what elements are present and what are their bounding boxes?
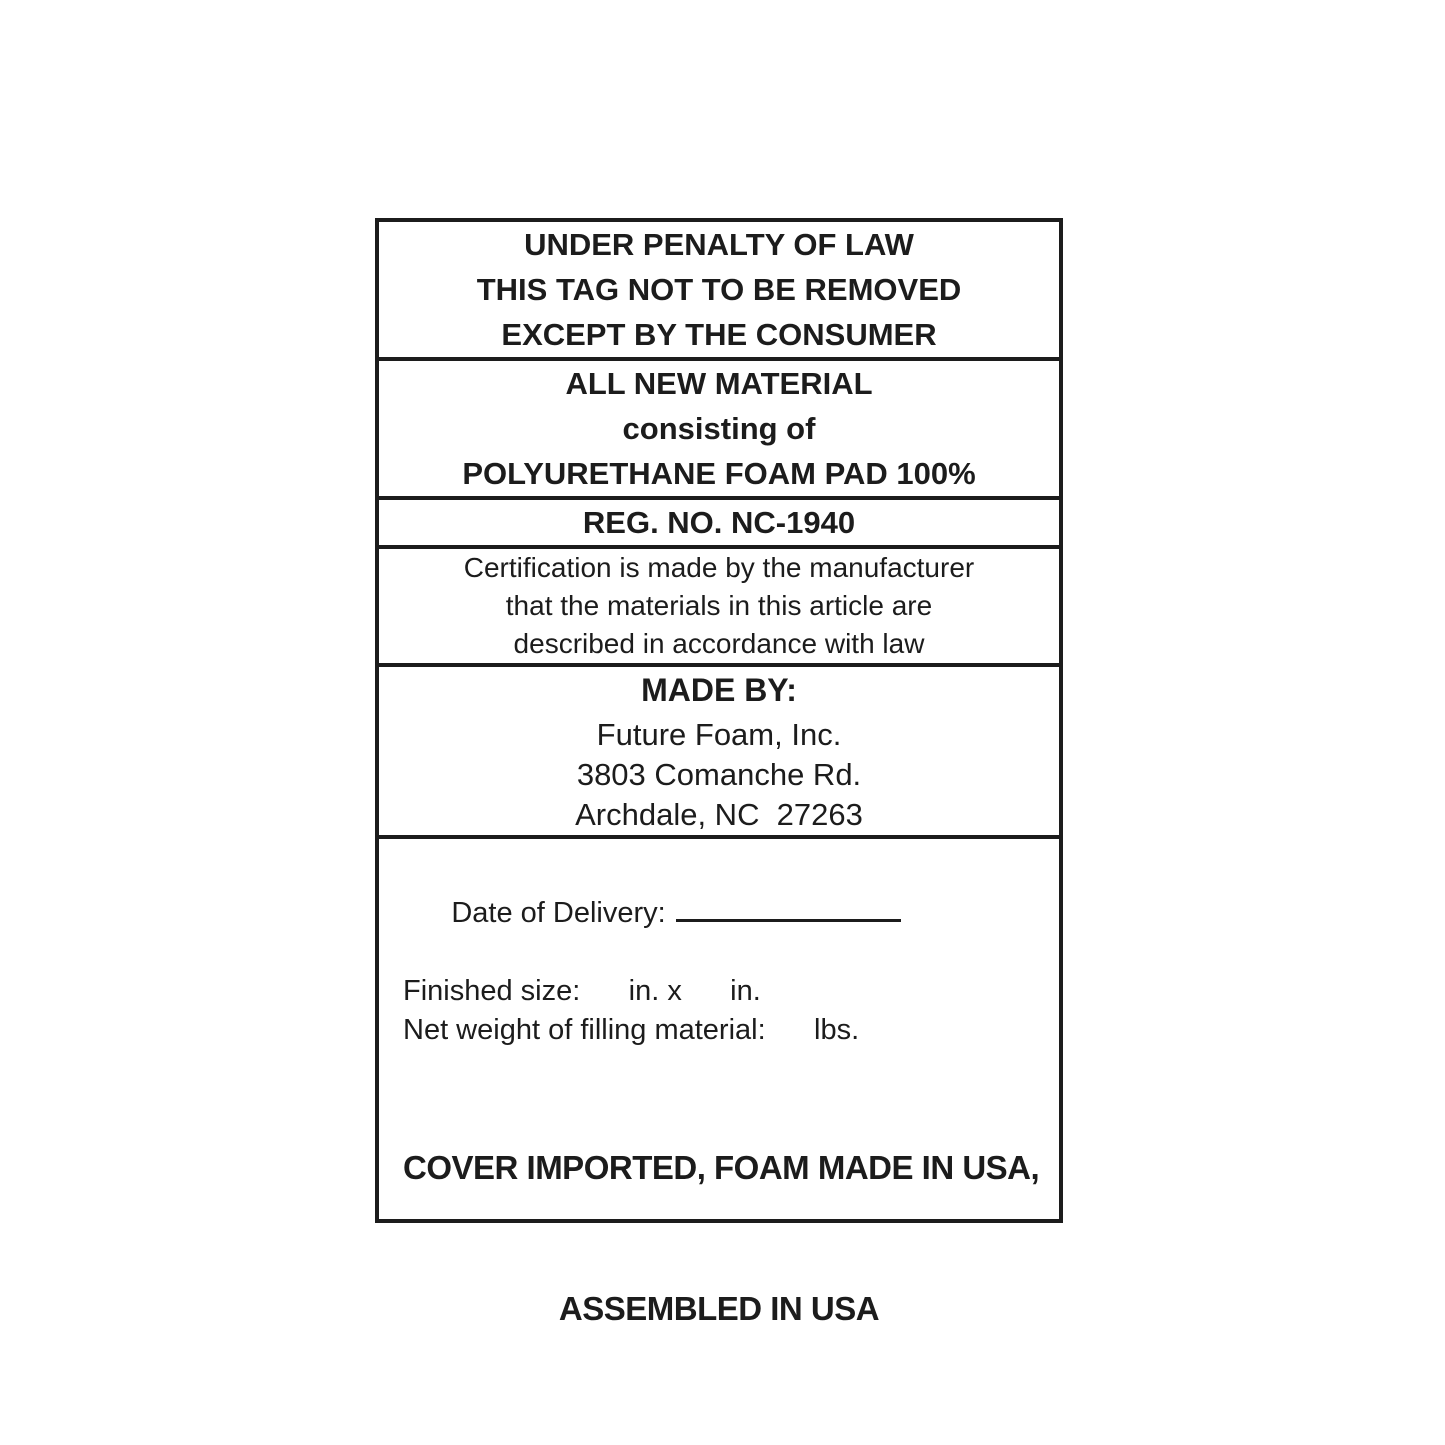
date-of-delivery-row: [403, 855, 901, 972]
date-fill-line: [676, 894, 901, 922]
certification-line-2: that the materials in this article are: [505, 590, 933, 621]
made-by-section: [379, 663, 1059, 835]
registration-number: REG. NO. NC-1940: [582, 505, 856, 540]
material-line-3: POLYURETHANE FOAM PAD 100%: [462, 456, 976, 491]
details-section: [379, 835, 1059, 1444]
law-label: [375, 218, 1063, 1327]
certification-line-1: Certification is made by the manufacturer: [463, 552, 975, 583]
certification-line-3: described in accordance with law: [513, 628, 925, 659]
origin-line-2: ASSEMBLED IN USA: [558, 1290, 880, 1327]
made-by-heading: MADE BY:: [641, 672, 797, 708]
finished-size-row: Finished size: in. x in.: [403, 975, 761, 1007]
penalty-line-2: THIS TAG NOT TO BE REMOVED: [476, 272, 962, 307]
manufacturer-name: Future Foam, Inc.: [596, 717, 842, 752]
origin-line-1: COVER IMPORTED, FOAM MADE IN USA,: [403, 1149, 1040, 1186]
penalty-line-3: EXCEPT BY THE CONSUMER: [501, 317, 937, 352]
material-section: [379, 357, 1059, 496]
penalty-section: [379, 222, 1059, 357]
date-of-delivery-label: Date of Delivery:: [451, 897, 666, 929]
manufacturer-city-state-zip: Archdale, NC 27263: [575, 797, 863, 832]
registration-section: [379, 496, 1059, 545]
material-line-2: consisting of: [622, 411, 816, 446]
penalty-line-1: UNDER PENALTY OF LAW: [524, 227, 914, 262]
origin-statement: [403, 1050, 1040, 1426]
certification-section: [379, 545, 1059, 663]
material-line-1: ALL NEW MATERIAL: [565, 366, 873, 401]
net-weight-row: Net weight of filling material: lbs.: [403, 1014, 860, 1046]
manufacturer-street: 3803 Comanche Rd.: [576, 757, 862, 792]
